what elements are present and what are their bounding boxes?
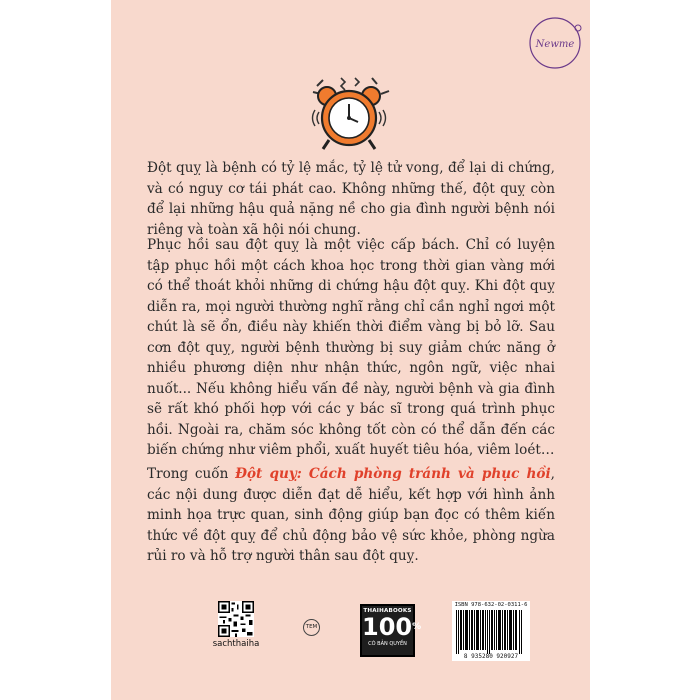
p3-rest: , các nội dung được diễn đạt dễ hiểu, kết hợp với hình ảnh minh họa trực quan, sinh động giúp bạn đọc có thêm kiến thức về đột quỵ để chủ động bảo vệ sức khỏe, phòng ngừa rủi ro và hỗ trợ người thân sau đột quỵ. <box>147 466 555 564</box>
alarm-clock-icon <box>307 72 391 152</box>
tem-seal: TEM <box>303 619 320 636</box>
qr-caption: sachthaiha <box>212 639 260 649</box>
book-title: Đột quỵ: Cách phòng tránh và phục hồi <box>235 466 551 482</box>
brand-logo-icon <box>526 14 584 72</box>
paragraph-intro: Đột quỵ là bệnh có tỷ lệ mắc, tỷ lệ tử vong, để lại di chứng, và có nguy cơ tái phát cao. Không những thế, đột quỵ còn để lại những hậu quả nặng nề cho gia đình người bệnh nói riêng và toàn xã hội nói chung. <box>147 160 555 238</box>
ean-number: 8 935280 920927 <box>463 653 519 660</box>
p3-lead: Trong cuốn <box>147 466 236 482</box>
back-cover <box>111 0 590 700</box>
brand-logo-text: Newme <box>535 39 575 50</box>
barcode-icon <box>456 610 522 654</box>
paragraph-book <box>147 464 555 567</box>
stamp-brand: THAIHABOOKS <box>363 608 412 614</box>
stamp-subtitle: CÓ BẢN QUYỀN <box>368 641 407 647</box>
barcode-block <box>452 601 530 661</box>
isbn-label: ISBN 978-632-02-0311-6 <box>454 602 528 608</box>
qr-code-icon <box>218 601 254 637</box>
copyright-stamp <box>360 604 422 657</box>
paragraph-recovery: Phục hồi sau đột quỵ là một việc cấp bách. Chỉ có luyện tập phục hồi một cách khoa học trong thời gian vàng mới có thể thoát khỏi những di chứng hậu đột quỵ. Khi đột quỵ diễn ra, mọi người thường nghĩ rằng chỉ cần nghỉ ngơi một chút là sẽ ổn, điều này khiến thời điểm vàng bị bỏ lỡ. Sau cơn đột quỵ, người bệnh thường bị suy giảm chức năng ở nhiều phương diện như nhận thức, ngôn ngữ, việc nhai nuốt... Nếu không hiểu vấn đề này, người bệnh và gia đình sẽ rất khó phối hợp với các y bác sĩ trong quá trình phục hồi. Ngoài ra, chăm sóc không tốt còn có thể dẫn đến các biến chứng như viêm phổi, xuất huyết tiêu hóa, viêm loét… <box>147 237 555 458</box>
stamp-number: 100% <box>362 613 422 641</box>
